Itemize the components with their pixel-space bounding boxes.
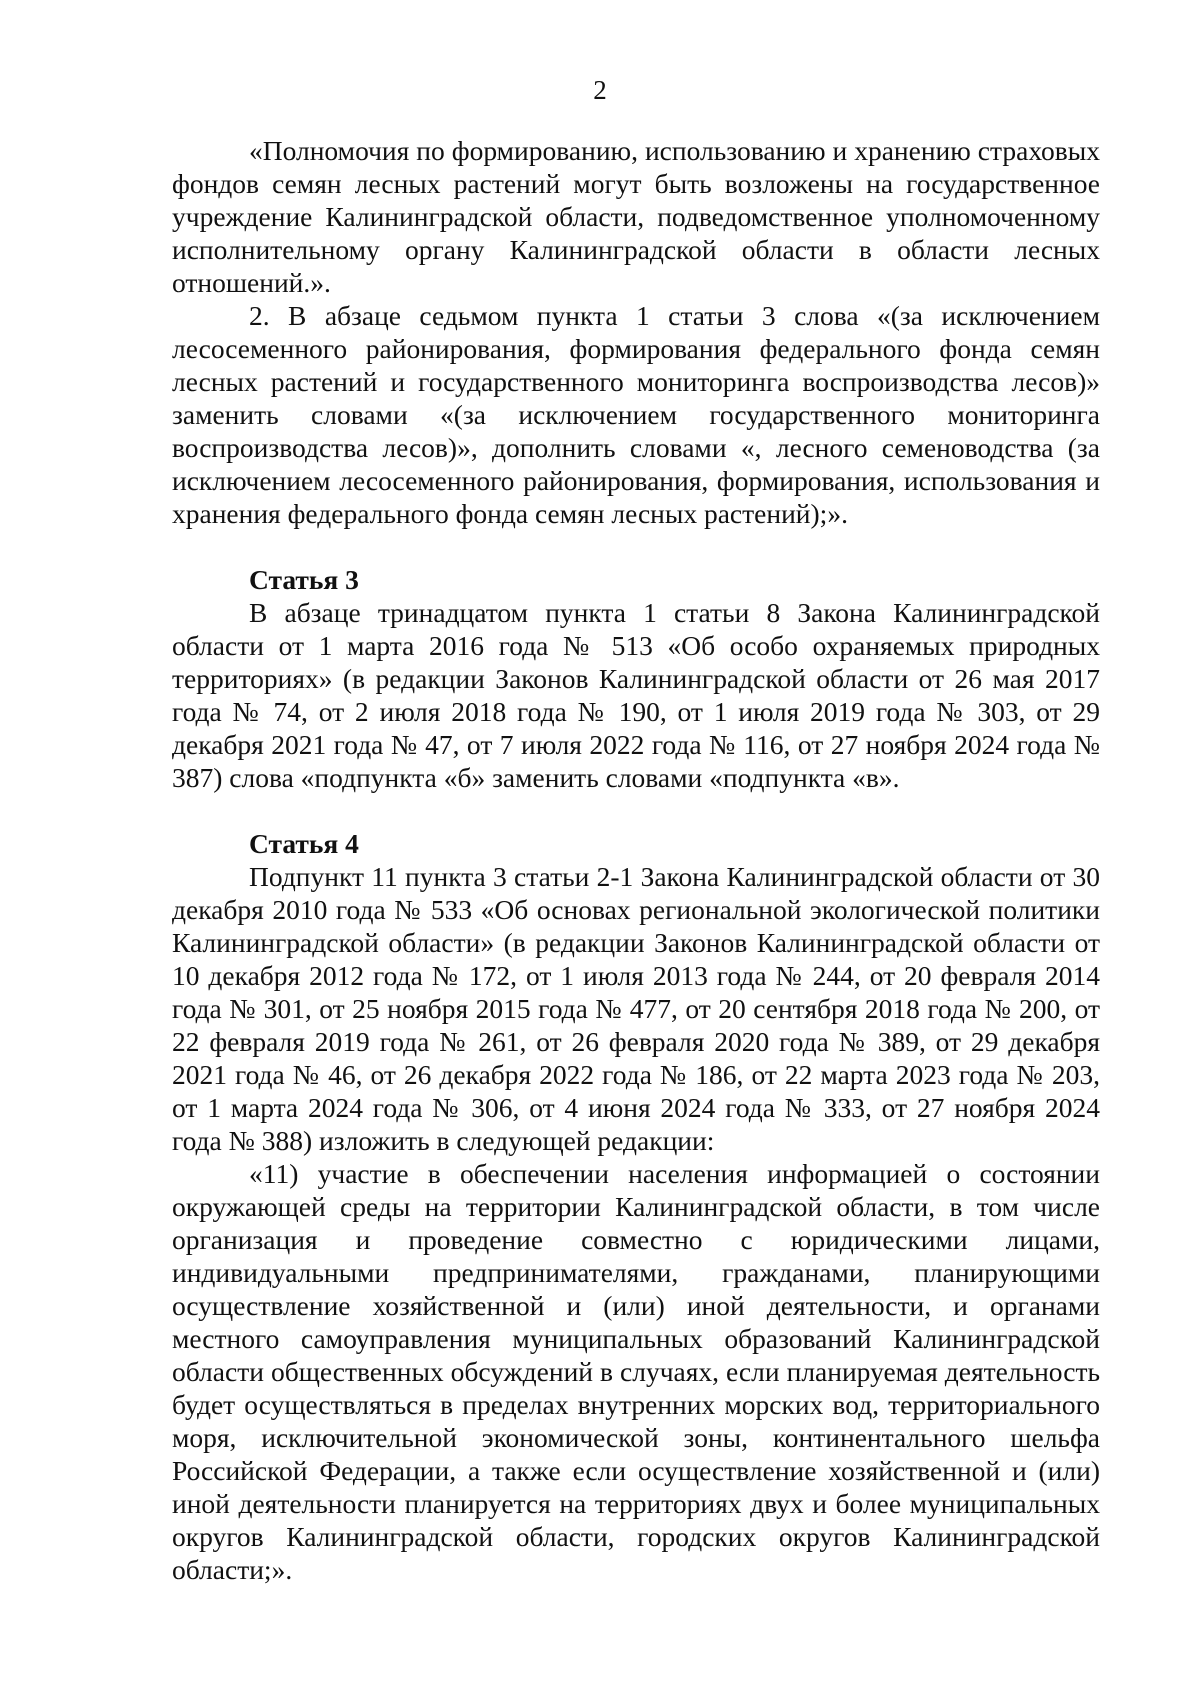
section-spacer: [172, 530, 1100, 563]
section-spacer: [172, 794, 1100, 827]
article-3-text: В абзаце тринадцатом пункта 1 статьи 8 Закона Калининградской области от 1 марта 2016 года № 513 «Об особо охраняемых природных территориях» (в редакции Законов Калининградской области от 26 мая 2017 года № 74, от 2 июля 2018 года № 190, от 1 июля 2019 года № 303, от 29 декабря 2021 года № 47, от 7 июля 2022 года № 116, от 27 ноября 2024 года № 387) слова «подпункта «б» заменить словами «подпункта «в».: [172, 597, 1100, 793]
article-3-heading: Статья 3: [249, 564, 359, 595]
document-body: [172, 134, 1100, 1586]
paragraph-amendment-2: 2. В абзаце седьмом пункта 1 статьи 3 слова «(за исключением лесосеменного районирования, формирования федерального фонда семян лесных растений и государственного мониторинга воспроизводства лесов)» заменить словами «(за исключением государственного мониторинга воспроизводства лесов)», дополнить словами «, лесного семеноводства (за исключением лесосеменного районирования, формирования, использования и хранения федерального фонда семян лесных растений);».: [172, 300, 1100, 529]
article-4-text: Подпункт 11 пункта 3 статьи 2-1 Закона Калининградской области от 30 декабря 2010 года № 533 «Об основах региональной экологической политики Калининградской области» (в редакции Законов Калининградской области от 10 декабря 2012 года № 172, от 1 июля 2013 года № 244, от 20 февраля 2014 года № 301, от 25 ноября 2015 года № 477, от 20 сентября 2018 года № 200, от 22 февраля 2019 года № 261, от 26 февраля 2020 года № 389, от 29 декабря 2021 года № 46, от 26 декабря 2022 года № 186, от 22 марта 2023 года № 203, от 1 марта 2024 года № 306, от 4 июня 2024 года № 333, от 27 ноября 2024 года № 388) изложить в следующей редакции:: [172, 861, 1100, 1156]
article-4-new-subitem-11: «11) участие в обеспечении населения информацией о состоянии окружающей среды на территории Калининградской области, в том числе организация и проведение совместно с юридическими лицами, индивидуальными предпринимателями, гражданами, планирующими осуществление хозяйственной и (или) иной деятельности, и органами местного самоуправления муниципальных образований Калининградской области общественных обсуждений в случаях, если планируемая деятельность будет осуществляться в пределах внутренних морских вод, территориального моря, исключительной экономической зоны, континентального шельфа Российской Федерации, а также если осуществление хозяйственной и (или) иной деятельности планируется на территориях двух и более муниципальных округов Калининградской области, городских округов Калининградской области;».: [172, 1158, 1100, 1585]
paragraph-forest-seed-funds: «Полномочия по формированию, использованию и хранению страховых фондов семян лесных растений могут быть возложены на государственное учреждение Калининградской области, подведомственное уполномоченному исполнительному органу Калининградской области в области лесных отношений.».: [172, 135, 1100, 298]
article-4-heading: Статья 4: [249, 828, 359, 859]
page-number: 2: [593, 75, 607, 105]
